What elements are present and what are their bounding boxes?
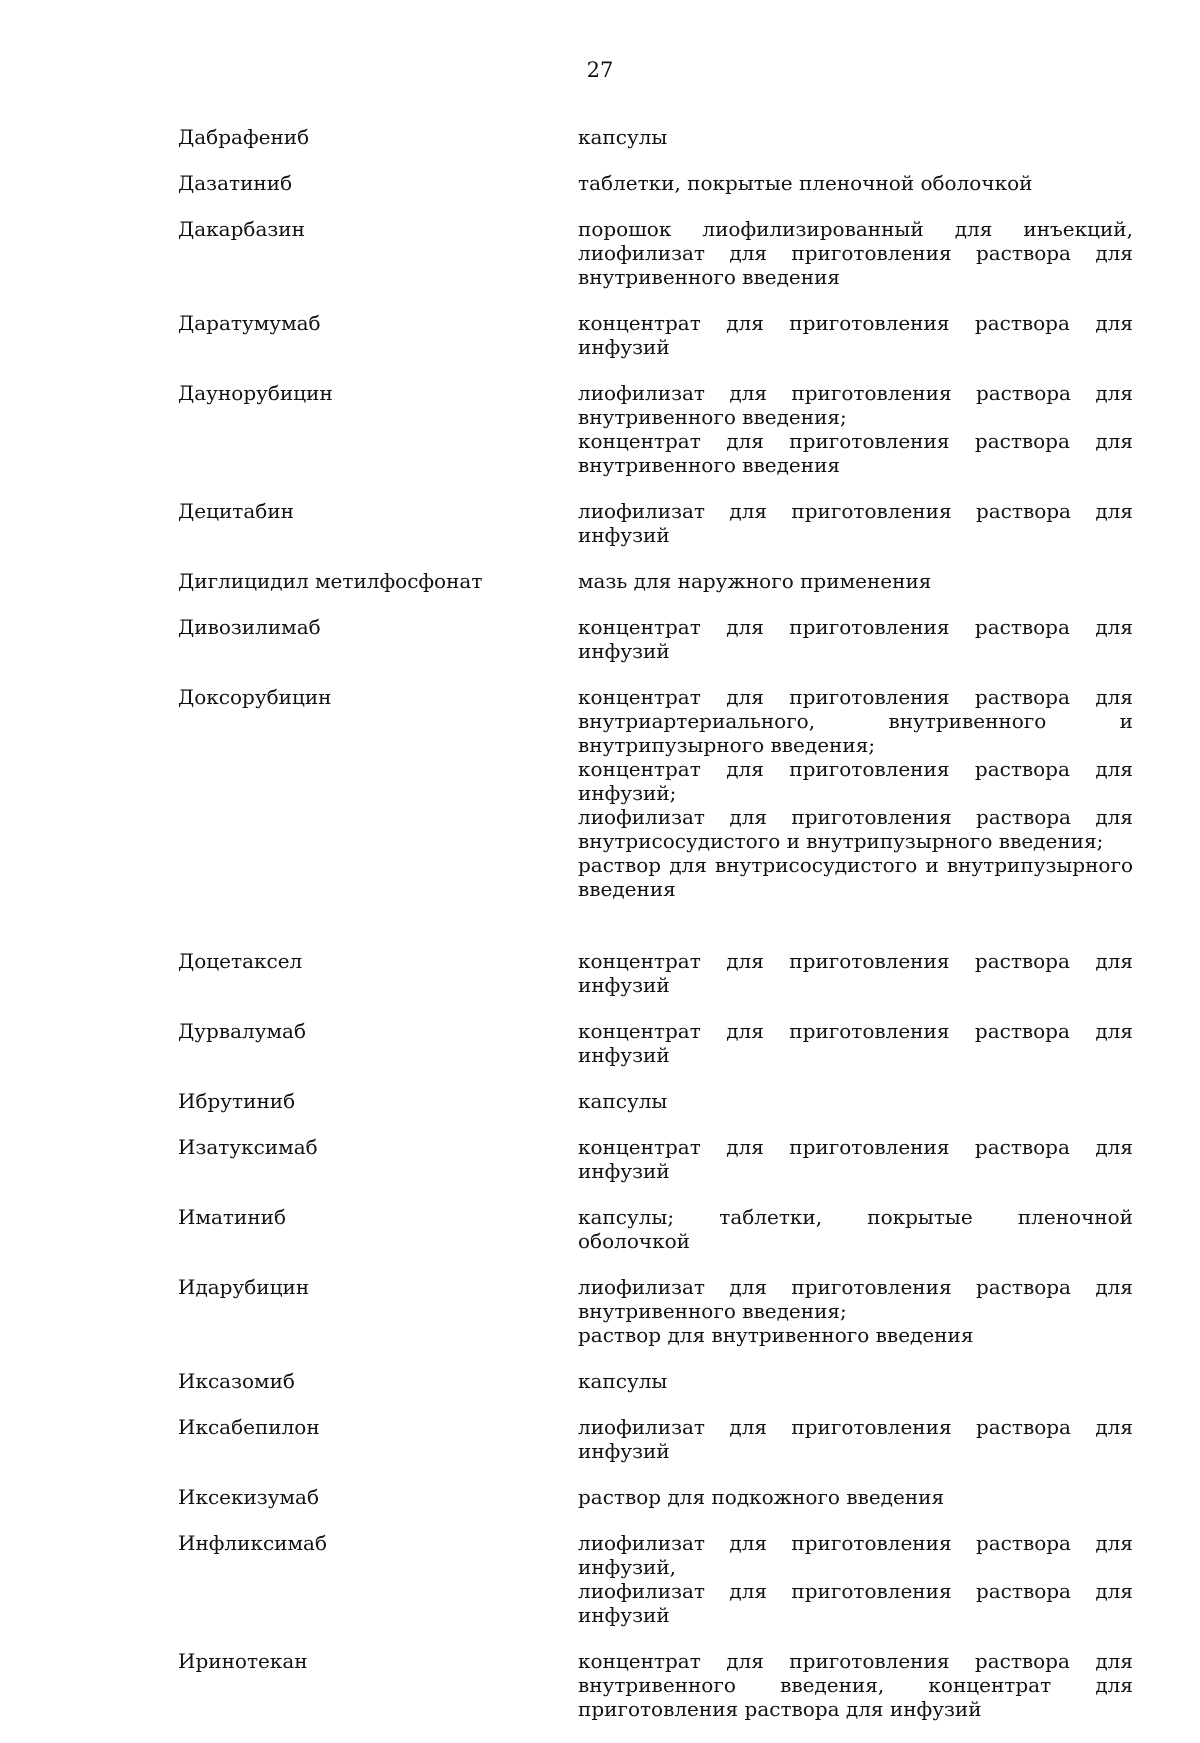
dosage-form xyxy=(578,217,1133,289)
drug-name: Дурвалумаб xyxy=(178,1019,307,1043)
dosage-form xyxy=(578,1531,1133,1627)
table-row xyxy=(178,381,1133,477)
table-row xyxy=(178,1649,1133,1721)
dosage-form xyxy=(578,499,1133,547)
table-row xyxy=(178,1369,1133,1393)
dosage-form-line: концентрат для приготовления раствора для инфузий xyxy=(578,615,1133,663)
dosage-form-line: концентрат для приготовления раствора для инфузий xyxy=(578,949,1133,997)
table-row xyxy=(178,1485,1133,1509)
table-row xyxy=(178,1089,1133,1113)
table-row xyxy=(178,569,1133,593)
dosage-form xyxy=(578,1485,1133,1509)
drug-name: Иксазомиб xyxy=(178,1369,295,1393)
dosage-form xyxy=(578,311,1133,359)
dosage-form-line: раствор для подкожного введения xyxy=(578,1485,945,1509)
drug-table xyxy=(178,125,1133,1743)
dosage-form-line: лиофилизат для приготовления раствора для инфузий xyxy=(578,499,1133,547)
dosage-form xyxy=(578,949,1133,997)
dosage-form xyxy=(578,1369,1133,1393)
dosage-form-line: порошок лиофилизированный для инъекций, лиофилизат для приготовления раствора для внутривенного введения xyxy=(578,217,1133,289)
dosage-form-line: лиофилизат для приготовления раствора для инфузий, xyxy=(578,1531,1133,1579)
drug-name: Дазатиниб xyxy=(178,171,293,195)
table-row xyxy=(178,1415,1133,1463)
dosage-form xyxy=(578,615,1133,663)
dosage-form xyxy=(578,1649,1133,1721)
table-row xyxy=(178,949,1133,997)
dosage-form xyxy=(578,569,1133,593)
drug-name: Иксекизумаб xyxy=(178,1485,320,1509)
dosage-form-line: лиофилизат для приготовления раствора для внутривенного введения; xyxy=(578,381,1133,429)
drug-name: Изатуксимаб xyxy=(178,1135,318,1159)
dosage-form-line: капсулы xyxy=(578,125,668,149)
drug-name: Иринотекан xyxy=(178,1649,308,1673)
dosage-form xyxy=(578,1415,1133,1463)
drug-name: Даунорубицин xyxy=(178,381,333,405)
drug-name: Инфликсимаб xyxy=(178,1531,328,1555)
table-row xyxy=(178,1275,1133,1347)
dosage-form-line: концентрат для приготовления раствора для внутривенного введения xyxy=(578,429,1133,477)
table-row xyxy=(178,217,1133,289)
dosage-form xyxy=(578,1019,1133,1067)
dosage-form-line: концентрат для приготовления раствора для внутриартериального, внутривенного и внутрипузырного введения; xyxy=(578,685,1133,757)
dosage-form xyxy=(578,1089,1133,1113)
dosage-form-line: таблетки, покрытые пленочной оболочкой xyxy=(578,171,1033,195)
table-row xyxy=(178,499,1133,547)
table-row xyxy=(178,1135,1133,1183)
drug-name: Децитабин xyxy=(178,499,294,523)
drug-name: Иксабепилон xyxy=(178,1415,320,1439)
table-row xyxy=(178,171,1133,195)
dosage-form-line: лиофилизат для приготовления раствора для инфузий xyxy=(578,1415,1133,1463)
dosage-form-line: лиофилизат для приготовления раствора для инфузий xyxy=(578,1579,1133,1627)
table-row xyxy=(178,311,1133,359)
drug-name: Иматиниб xyxy=(178,1205,287,1229)
table-row xyxy=(178,125,1133,149)
dosage-form-line: мазь для наружного применения xyxy=(578,569,932,593)
dosage-form xyxy=(578,381,1133,477)
table-row xyxy=(178,1531,1133,1627)
dosage-form xyxy=(578,171,1133,195)
dosage-form-line: лиофилизат для приготовления раствора для внутрисосудистого и внутрипузырного введения; xyxy=(578,805,1133,853)
dosage-form xyxy=(578,125,1133,149)
dosage-form-line: концентрат для приготовления раствора для внутривенного введения, концентрат для приготовления раствора для инфузий xyxy=(578,1649,1133,1721)
dosage-form-line: капсулы xyxy=(578,1089,668,1113)
table-row xyxy=(178,685,1133,901)
dosage-form-line: концентрат для приготовления раствора для инфузий xyxy=(578,311,1133,359)
dosage-form-line: концентрат для приготовления раствора для инфузий; xyxy=(578,757,1133,805)
drug-name: Даратумумаб xyxy=(178,311,321,335)
table-row xyxy=(178,1019,1133,1067)
drug-name: Дабрафениб xyxy=(178,125,310,149)
dosage-form xyxy=(578,685,1133,901)
drug-name: Диглицидил метилфосфонат xyxy=(178,569,483,593)
drug-name: Дивозилимаб xyxy=(178,615,321,639)
table-row xyxy=(178,615,1133,663)
dosage-form-line: раствор для внутрисосудистого и внутрипузырного введения xyxy=(578,853,1133,901)
dosage-form-line: лиофилизат для приготовления раствора для внутривенного введения; xyxy=(578,1275,1133,1323)
table-row xyxy=(178,1205,1133,1253)
drug-name: Доцетаксел xyxy=(178,949,303,973)
drug-name: Дакарбазин xyxy=(178,217,305,241)
dosage-form-line: концентрат для приготовления раствора для инфузий xyxy=(578,1135,1133,1183)
dosage-form-line: капсулы xyxy=(578,1369,668,1393)
dosage-form-line: раствор для внутривенного введения xyxy=(578,1323,974,1347)
drug-name: Доксорубицин xyxy=(178,685,332,709)
dosage-form-line: капсулы; таблетки, покрытые пленочной оболочкой xyxy=(578,1205,1133,1253)
dosage-form xyxy=(578,1135,1133,1183)
dosage-form-line: концентрат для приготовления раствора для инфузий xyxy=(578,1019,1133,1067)
page-number: 27 xyxy=(586,58,614,82)
drug-name: Ибрутиниб xyxy=(178,1089,296,1113)
dosage-form xyxy=(578,1275,1133,1347)
drug-name: Идарубицин xyxy=(178,1275,310,1299)
dosage-form xyxy=(578,1205,1133,1253)
